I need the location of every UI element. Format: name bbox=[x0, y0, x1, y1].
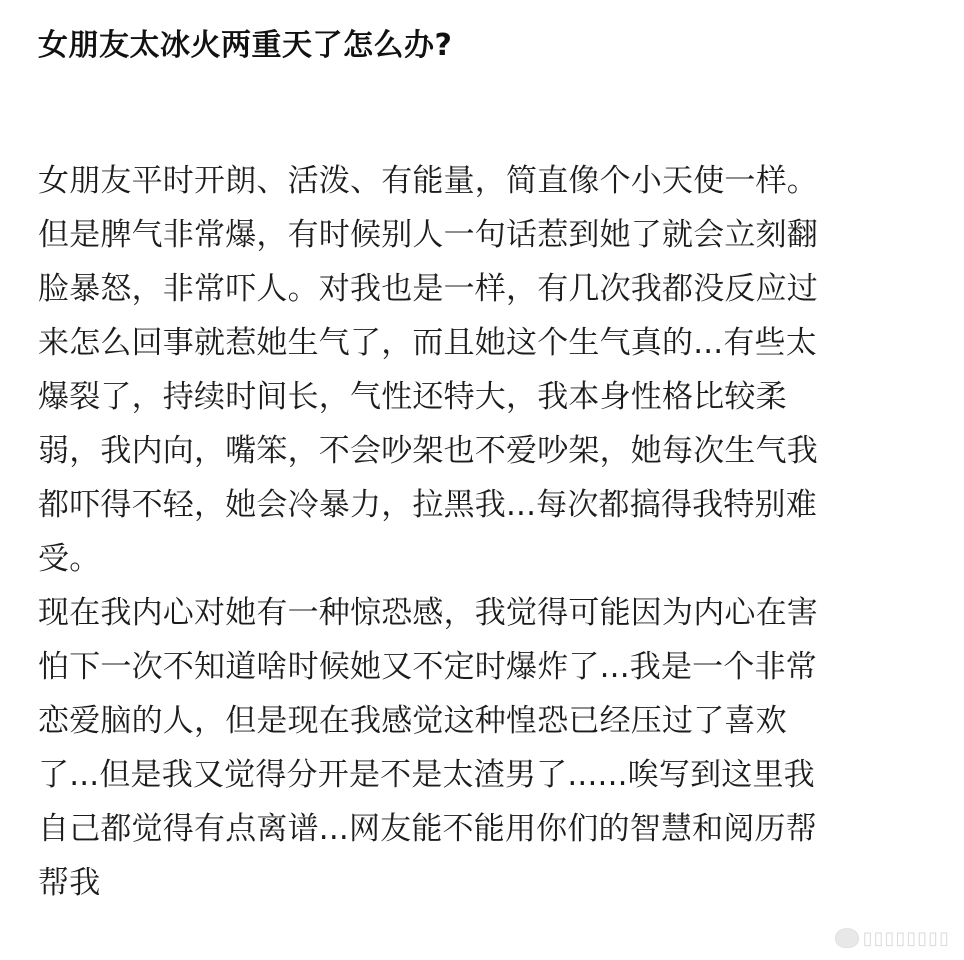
post-line: 怕下一次不知道啥时候她又不定时爆炸了...我是一个非常 bbox=[38, 649, 817, 685]
post-line: 女朋友平时开朗、活泼、有能量，简直像个小天使一样。 bbox=[38, 163, 818, 199]
post-line: 帮我 bbox=[38, 865, 101, 901]
post-line: 自己都觉得有点离谱...网友能不能用你们的智慧和阅历帮 bbox=[38, 811, 817, 847]
post-line: 都吓得不轻，她会冷暴力，拉黑我...每次都搞得我特别难 bbox=[38, 487, 817, 523]
post-line: 但是脾气非常爆，有时候别人一句话惹到她了就会立刻翻 bbox=[38, 217, 818, 253]
weibo-logo-icon bbox=[835, 928, 859, 948]
post-line: 恋爱脑的人，但是现在我感觉这种惶恐已经压过了喜欢 bbox=[38, 703, 787, 739]
post-line: 脸暴怒，非常吓人。对我也是一样，有几次我都没反应过 bbox=[38, 271, 818, 307]
post-line: 弱，我内向，嘴笨，不会吵架也不爱吵架，她每次生气我 bbox=[38, 433, 818, 469]
watermark bbox=[740, 924, 950, 952]
watermark-text: ▯▯▯▯▯▯▯▯ bbox=[862, 927, 950, 949]
post-body bbox=[38, 154, 928, 910]
post-line: 来怎么回事就惹她生气了，而且她这个生气真的...有些太 bbox=[38, 325, 817, 361]
post-title: 女朋友太冰火两重天了怎么办? bbox=[38, 28, 453, 63]
post-line: 受。 bbox=[38, 541, 101, 577]
post-line: 现在我内心对她有一种惊恐感，我觉得可能因为内心在害 bbox=[38, 595, 818, 631]
post-line: 了...但是我又觉得分开是不是太渣男了......唉写到这里我 bbox=[38, 757, 815, 793]
post-line: 爆裂了，持续时间长，气性还特大，我本身性格比较柔 bbox=[38, 379, 787, 415]
